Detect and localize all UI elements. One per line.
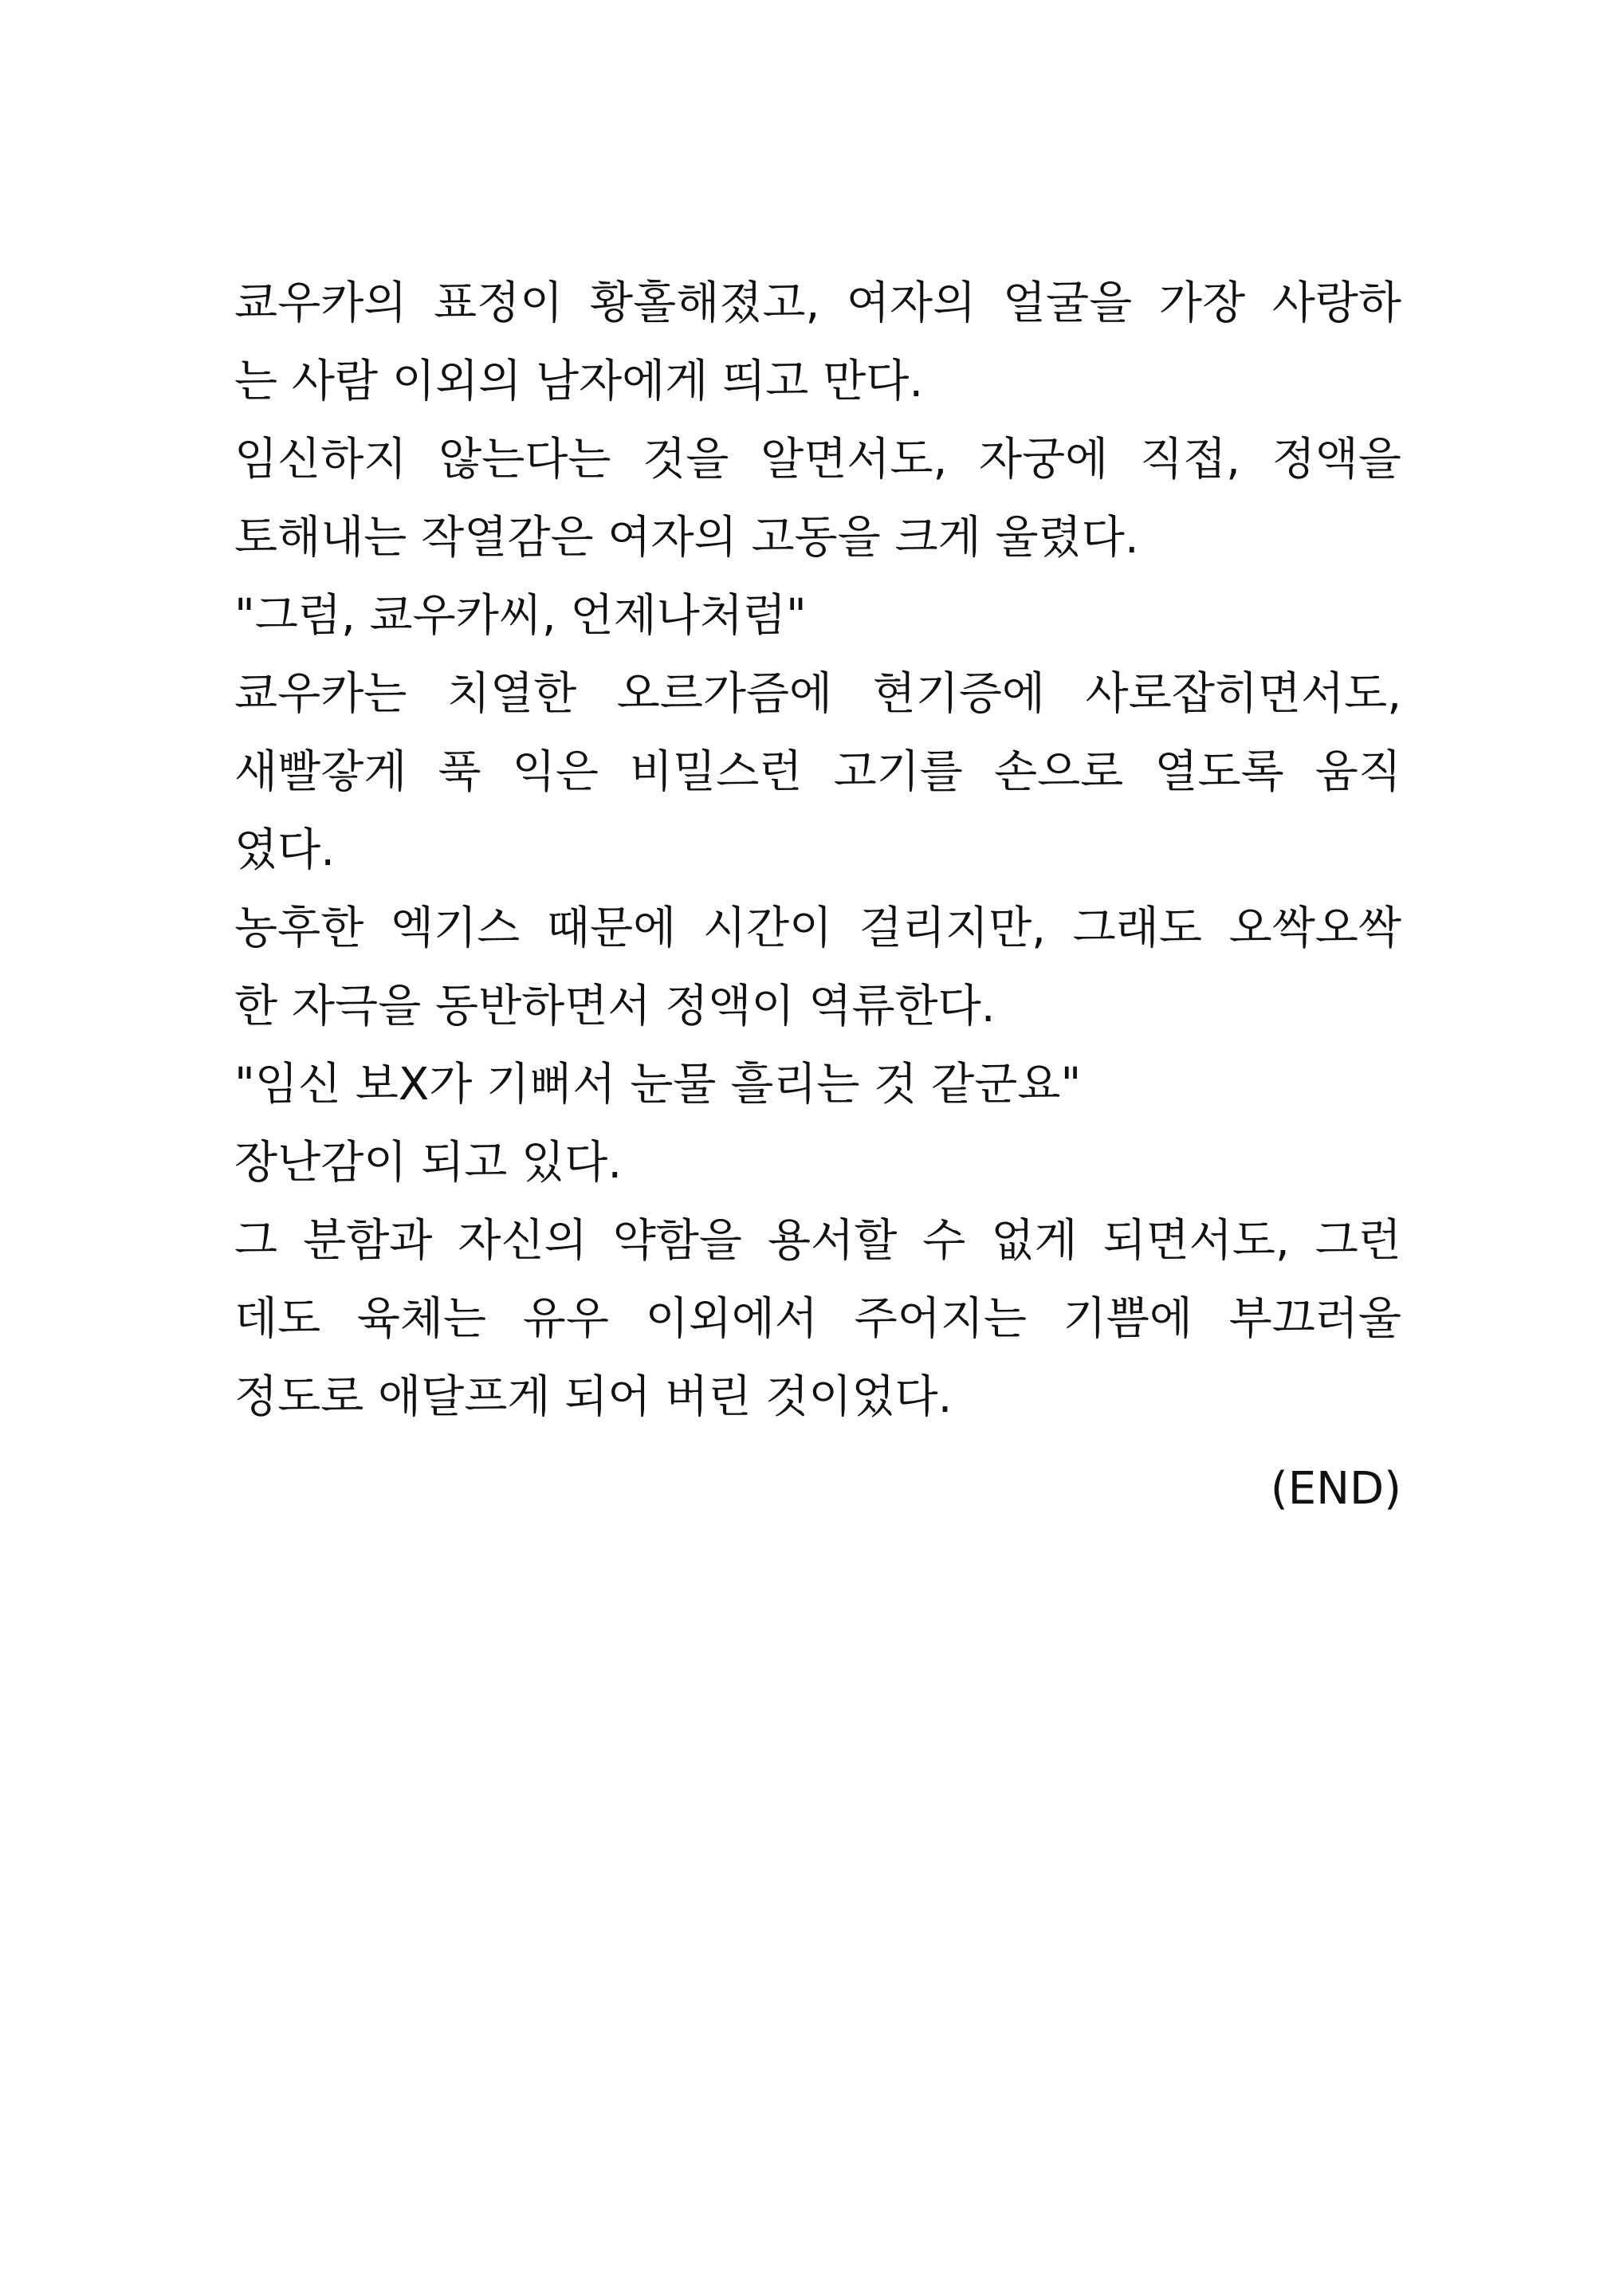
paragraph-1 xyxy=(234,265,1401,421)
paragraph-8 xyxy=(234,1202,1401,1437)
paragraph-3 xyxy=(234,577,1401,655)
text-line: 정도로 애달프게 되어 버린 것이었다. xyxy=(234,1371,953,1423)
text-line: 농후한 엑기스 때문에 시간이 걸리지만, 그래도 오싹오싹 xyxy=(234,902,1401,954)
text-line: "그럼, 쿄우카씨, 언제나처럼" xyxy=(234,590,807,642)
text-line: 쿄우카의 표정이 황홀해졌고, 여자의 얼굴을 가장 사랑하 xyxy=(234,277,1401,329)
text-line: 새빨갛게 푹 익은 비밀스런 고기를 손으로 열도록 움직 xyxy=(234,746,1401,798)
paragraph-4 xyxy=(234,655,1401,890)
end-mark: (END) xyxy=(1270,1463,1401,1515)
text-line: 그 분함과 자신의 약함을 용서할 수 없게 되면서도, 그런 xyxy=(234,1215,1401,1267)
text-line: 한 자극을 동반하면서 정액이 역류한다. xyxy=(234,981,996,1032)
text-line: 장난감이 되고 있다. xyxy=(234,1137,623,1189)
paragraph-5 xyxy=(234,890,1401,1046)
text-line: 는 사람 이외의 남자에게 띄고 만다. xyxy=(234,356,924,407)
text-line: 였다. xyxy=(234,824,335,876)
text-line: 데도 육체는 유우 이외에서 주어지는 기쁨에 부끄러울 xyxy=(234,1293,1401,1345)
text-line: 토해내는 작열감은 여자의 고동을 크게 울렸다. xyxy=(234,512,1139,564)
paragraph-6 xyxy=(234,1046,1401,1124)
paragraph-2 xyxy=(234,421,1401,577)
text-line: 임신하지 않는다는 것을 알면서도, 자궁에 직접, 정액을 xyxy=(234,434,1401,486)
body-text xyxy=(234,265,1401,1437)
text-line: 쿄우카는 치열한 오르가즘에 현기증에 사로잡히면서도, xyxy=(234,668,1401,720)
text-line: "임신 보X가 기뻐서 눈물 흘리는 것 같군요" xyxy=(234,1059,1082,1111)
paragraph-7 xyxy=(234,1124,1401,1202)
